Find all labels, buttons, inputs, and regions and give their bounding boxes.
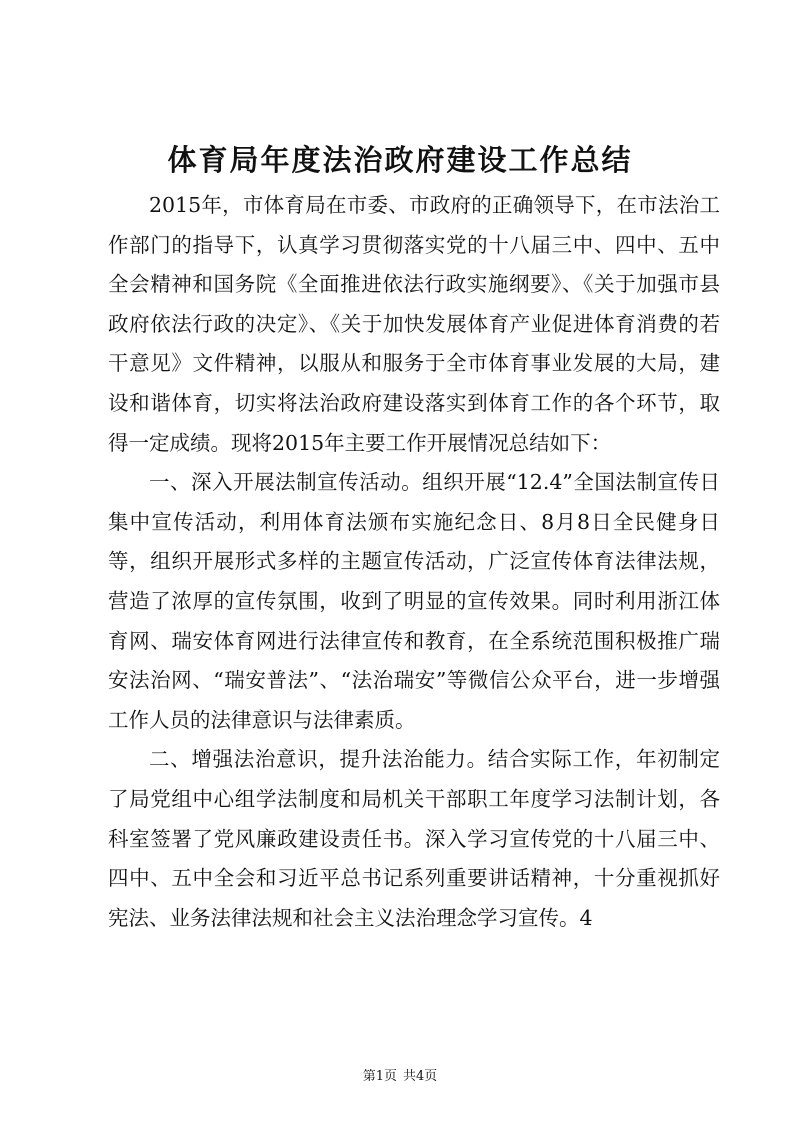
- paragraph-intro: 2015年，市体育局在市委、市政府的正确领导下，在市法治工作部门的指导下，认真学习贯彻落实党的十八届三中、四中、五中全会精神和国务院《全面推进依法行政实施纲要》、《关于加强市县政府依法行政的决定》、《关于加快发展体育产业促进体育消费的若干意见》文件精神，以服从和服务于全市体育事业发展的大局，建设和谐体育，切实将法治政府建设落实到体育工作的各个环节，取得一定成绩。现将2015年主要工作开展情况总结如下：: [108, 193, 720, 455]
- document-body: [108, 186, 720, 938]
- page-footer: [0, 1067, 800, 1087]
- paragraph-section-1: 一、深入开展法制宣传活动。组织开展“12.4”全国法制宣传日集中宣传活动，利用体育法颁布实施纪念日、8月8日全民健身日等，组织开展形式多样的主题宣传活动，广泛宣传体育法律法规，营造了浓厚的宣传氛围，收到了明显的宣传效果。同时利用浙江体育网、瑞安体育网进行法律宣传和教育，在全系统范围积极推广瑞安法治网、“瑞安普法”、“法治瑞安”等微信公众平台，进一步增强工作人员的法律意识与法律素质。: [108, 470, 720, 732]
- paragraph-section-2: 二、增强法治意识，提升法治能力。结合实际工作，年初制定了局党组中心组学法制度和局机关干部职工年度学习法制计划，各科室签署了党风廉政建设责任书。深入学习宣传党的十八届三中、四中、五中全会和习近平总书记系列重要讲话精神，十分重视抓好宪法、业务法律法规和社会主义法治理念学习宣传。4: [108, 747, 720, 930]
- page-number: 第1页: [362, 1069, 397, 1084]
- document-title: 体育局年度法治政府建设工作总结: [167, 143, 633, 177]
- page-total: 共4页: [403, 1069, 438, 1084]
